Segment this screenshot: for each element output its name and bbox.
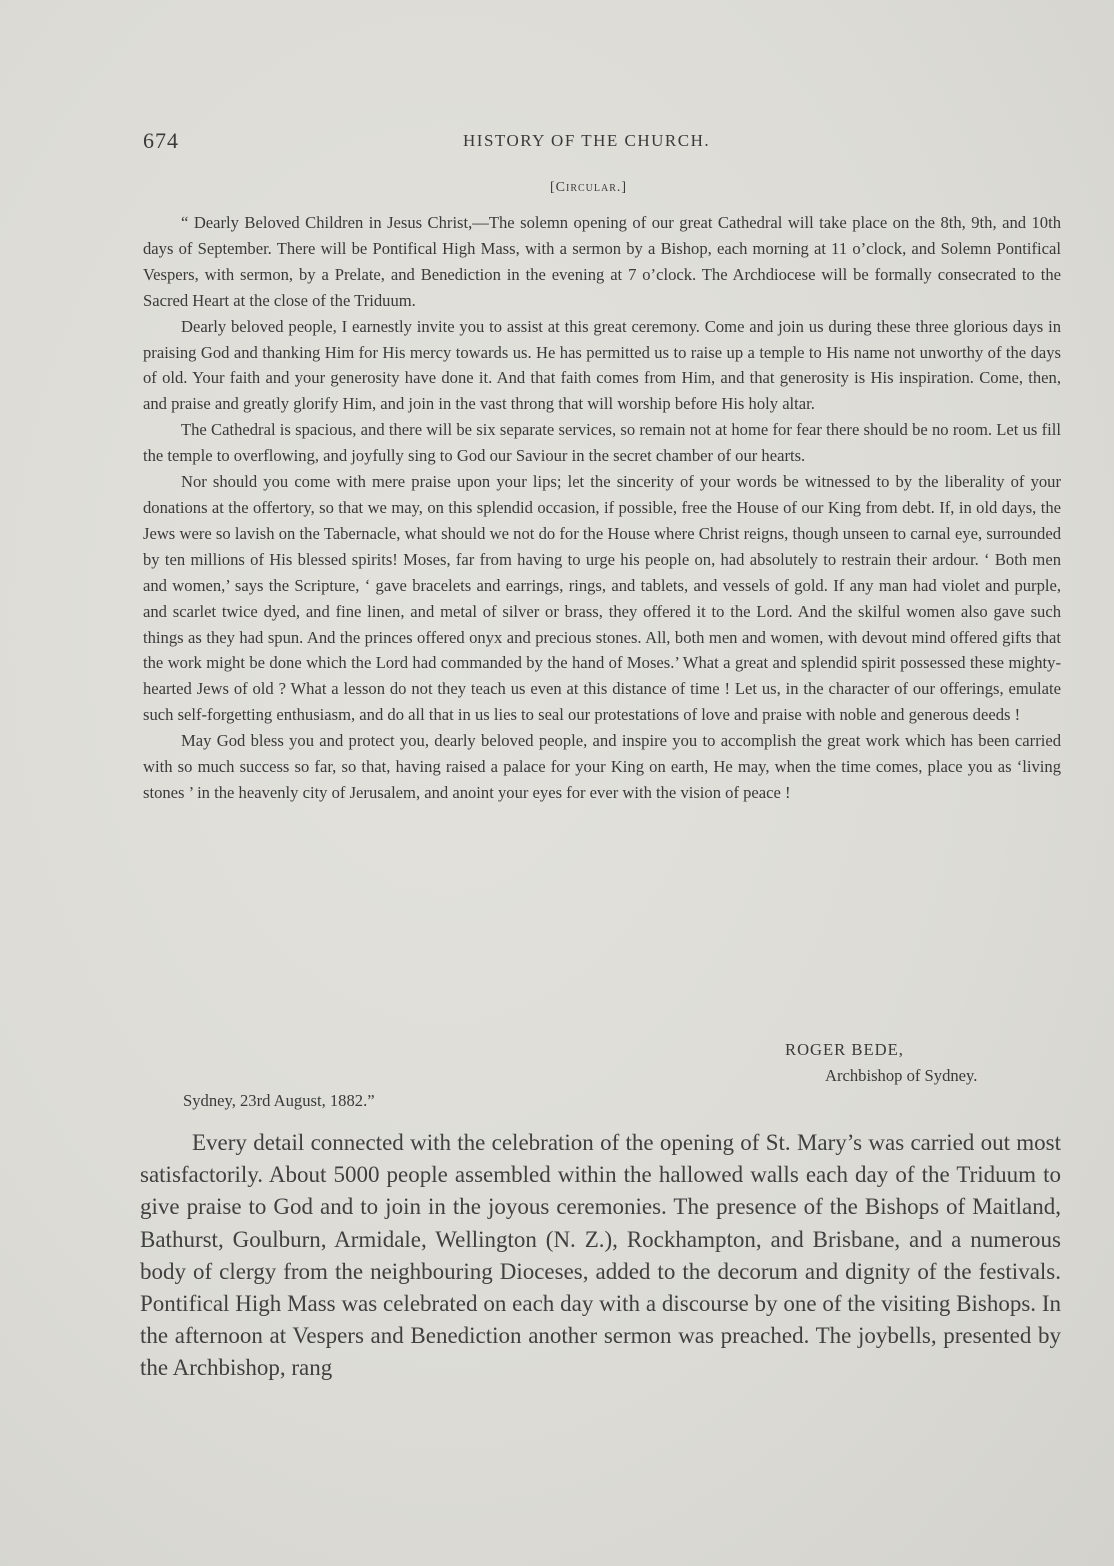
- running-head: HISTORY OF THE CHURCH.: [463, 131, 711, 150]
- signature-name: ROGER BEDE,: [785, 1040, 904, 1059]
- page-number: 674: [143, 128, 179, 153]
- letter-paragraph: Nor should you come with mere praise upon your lips; let the sincerity of your words be witnessed to by the liberality of your donations at the offertory, so that we may, on this splendid occasion, if possible, free the House of our King from debt. If, in old days, the Jews were so lavish on the Tabernacle, what should we not do for the House where Christ reigns, though unseen to carnal eye, surrounded by ten millions of His blessed spirits! Moses, far from having to urge his people on, had absolutely to restrain their ardour. ‘ Both men and women,’ says the Scripture, ‘ gave bracelets and earrings, rings, and tablets, and vessels of gold. If any man had violet and purple, and scarlet twice dyed, and fine linen, and metal of silver or brass, they offered it to the Lord. And the skilful women also gave such things as they had spun. And the princes offered onyx and precious stones. All, both men and women, with devout mind offered gifts that the work might be done which the Lord had commanded by the hand of Moses.’ What a great and splendid spirit possessed these mighty-hearted Jews of old ? What a lesson do not they teach us even at this distance of time ! Let us, in the character of our offerings, emulate such self-forgetting enthusiasm, and do all that in us lies to seal our protestations of love and praise with noble and generous deeds !: [143, 472, 1061, 725]
- signature-title: Archbishop of Sydney.: [825, 1066, 978, 1085]
- letter-dateline: Sydney, 23rd August, 1882.”: [183, 1091, 375, 1110]
- letter-paragraph: “ Dearly Beloved Children in Jesus Christ,—The solemn opening of our great Cathedral will take place on the 8th, 9th, and 10th days of September. There will be Pontifical High Mass, with a sermon by a Bishop, each morning at 11 o’clock, and Solemn Pontifical Vespers, with sermon, by a Prelate, and Benediction in the evening at 7 o’clock. The Archdiocese will be formally consecrated to the Sacred Heart at the close of the Triduum.: [143, 213, 1061, 310]
- circular-title: [Circular.]: [550, 180, 628, 195]
- letter-paragraph: The Cathedral is spacious, and there will be six separate services, so remain not at home for fear there should be no room. Let us fill the temple to overflowing, and joyfully sing to God our Saviour in the secret chamber of our hearts.: [143, 420, 1061, 466]
- body-text: [140, 1127, 1061, 1385]
- letter-paragraph: Dearly beloved people, I earnestly invite you to assist at this great ceremony. Come and join us during these three glorious days in praising God and thanking Him for His mercy towards us. He has permitted us to raise up a temple to His name not unworthy of the days of old. Your faith and your generosity have done it. And that faith comes from Him, and that generosity is His inspiration. Come, then, and praise and greatly glorify Him, and join in the vast throng that will worship before His holy altar.: [143, 316, 1061, 414]
- letter-paragraph: May God bless you and protect you, dearly beloved people, and inspire you to accomplish the great work which has been carried with so much success so far, so that, having raised a palace for your King on earth, He may, when the time comes, place you as ‘living stones ’ in the heavenly city of Jerusalem, and anoint your eyes for ever with the vision of peace !: [143, 731, 1061, 802]
- circular-letter: [143, 210, 1061, 806]
- body-paragraph: Every detail connected with the celebration of the opening of St. Mary’s was carried out most satisfactorily. About 5000 people assembled within the hallowed walls each day of the Triduum to give praise to God and to join in the joyous ceremonies. The presence of the Bishops of Maitland, Bathurst, Goulburn, Armidale, Wellington (N. Z.), Rockhampton, and Brisbane, and a numerous body of clergy from the neighbouring Dioceses, added to the decorum and dignity of the festivals. Pontifical High Mass was celebrated on each day with a discourse by one of the visiting Bishops. In the afternoon at Vespers and Benediction another sermon was preached. The joybells, presented by the Archbishop, rang: [140, 1130, 1061, 1381]
